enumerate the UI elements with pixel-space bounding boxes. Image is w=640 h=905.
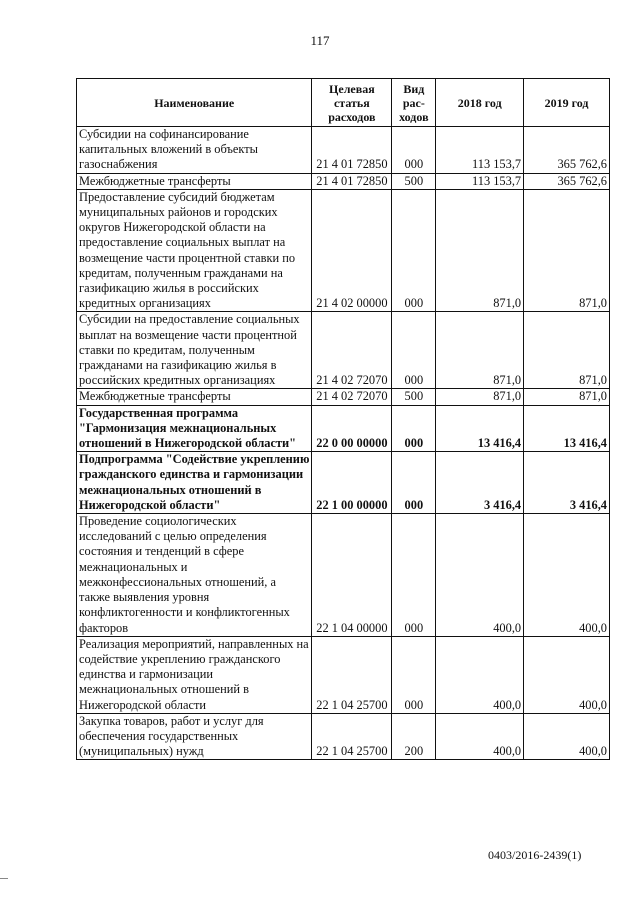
budget-table: [76, 78, 610, 760]
row-value-2018: 113 153,7: [436, 173, 524, 189]
row-target-article: 21 4 01 72850: [312, 127, 392, 174]
table-row: [77, 389, 610, 405]
row-name: Субсидии на предоставление социальных выплат на возмещение части процентной ставки по кредитам, полученным гражданами на газификацию жилья в российских кредитных организациях: [77, 312, 312, 389]
header-year-2018: 2018 год: [436, 79, 524, 127]
row-target-article: 21 4 02 72070: [312, 312, 392, 389]
table-row: [77, 514, 610, 637]
scan-mark: [0, 878, 8, 879]
row-target-article: 22 0 00 00000: [312, 405, 392, 452]
row-value-2019: 365 762,6: [524, 173, 610, 189]
row-expense-type: 000: [392, 405, 436, 452]
row-value-2018: 400,0: [436, 636, 524, 713]
row-value-2018: 871,0: [436, 389, 524, 405]
table-row: [77, 312, 610, 389]
row-expense-type: 000: [392, 189, 436, 312]
row-value-2018: 113 153,7: [436, 127, 524, 174]
header-target-article: Целевая статья расходов: [312, 79, 392, 127]
row-value-2019: 400,0: [524, 713, 610, 760]
row-value-2018: 3 416,4: [436, 452, 524, 514]
row-value-2018: 13 416,4: [436, 405, 524, 452]
row-value-2019: 871,0: [524, 389, 610, 405]
row-target-article: 22 1 04 25700: [312, 636, 392, 713]
row-name: Реализация мероприятий, направленных на содействие укреплению гражданского единства и гармонизации межнациональных отношений в Нижегородской области: [77, 636, 312, 713]
row-value-2018: 400,0: [436, 514, 524, 637]
page-number: 117: [310, 33, 330, 48]
row-value-2019: 400,0: [524, 514, 610, 637]
row-target-article: 22 1 04 25700: [312, 713, 392, 760]
row-value-2019: 3 416,4: [524, 452, 610, 514]
row-expense-type: 000: [392, 452, 436, 514]
header-year-2019: 2019 год: [524, 79, 610, 127]
header-name: Наименование: [77, 79, 312, 127]
row-target-article: 21 4 02 00000: [312, 189, 392, 312]
row-name: Подпрограмма "Содействие укреплению гражданского единства и гармонизации межнациональных отношений в Нижегородской области": [77, 452, 312, 514]
row-name: Субсидии на софинансирование капитальных вложений в объекты газоснабжения: [77, 127, 312, 174]
row-expense-type: 000: [392, 127, 436, 174]
row-value-2018: 871,0: [436, 312, 524, 389]
row-value-2019: 871,0: [524, 189, 610, 312]
row-expense-type: 000: [392, 636, 436, 713]
row-expense-type: 500: [392, 173, 436, 189]
row-target-article: 22 1 00 00000: [312, 452, 392, 514]
row-target-article: 22 1 04 00000: [312, 514, 392, 637]
row-expense-type: 200: [392, 713, 436, 760]
row-value-2019: 400,0: [524, 636, 610, 713]
table-row: [77, 636, 610, 713]
row-target-article: 21 4 01 72850: [312, 173, 392, 189]
table-header-row: [77, 79, 610, 127]
table-row: [77, 452, 610, 514]
row-value-2019: 13 416,4: [524, 405, 610, 452]
row-expense-type: 000: [392, 312, 436, 389]
table-row: [77, 127, 610, 174]
row-value-2018: 400,0: [436, 713, 524, 760]
row-value-2019: 871,0: [524, 312, 610, 389]
row-expense-type: 000: [392, 514, 436, 637]
row-expense-type: 500: [392, 389, 436, 405]
row-name: Межбюджетные трансферты: [77, 173, 312, 189]
row-name: Проведение социологических исследований с целью определения состояния и тенденций в сфере межнациональных и межконфессиональных отношений, а также выявления уровня конфликтогенности и конфликтогенных факторов: [77, 514, 312, 637]
row-target-article: 21 4 02 72070: [312, 389, 392, 405]
table-row: [77, 189, 610, 312]
row-value-2019: 365 762,6: [524, 127, 610, 174]
document-code: 0403/2016-2439(1): [488, 848, 582, 862]
header-expense-type: Вид рас-ходов: [392, 79, 436, 127]
table-row: [77, 173, 610, 189]
row-name: Государственная программа "Гармонизация межнациональных отношений в Нижегородской области": [77, 405, 312, 452]
table-row: [77, 405, 610, 452]
table-row: [77, 713, 610, 760]
row-value-2018: 871,0: [436, 189, 524, 312]
row-name: Предоставление субсидий бюджетам муниципальных районов и городских округов Нижегородской области на предоставление социальных выплат на возмещение части процентной ставки по кредитам, полученным гражданами на газификацию жилья в российских кредитных организациях: [77, 189, 312, 312]
row-name: Межбюджетные трансферты: [77, 389, 312, 405]
row-name: Закупка товаров, работ и услуг для обеспечения государственных (муниципальных) нужд: [77, 713, 312, 760]
